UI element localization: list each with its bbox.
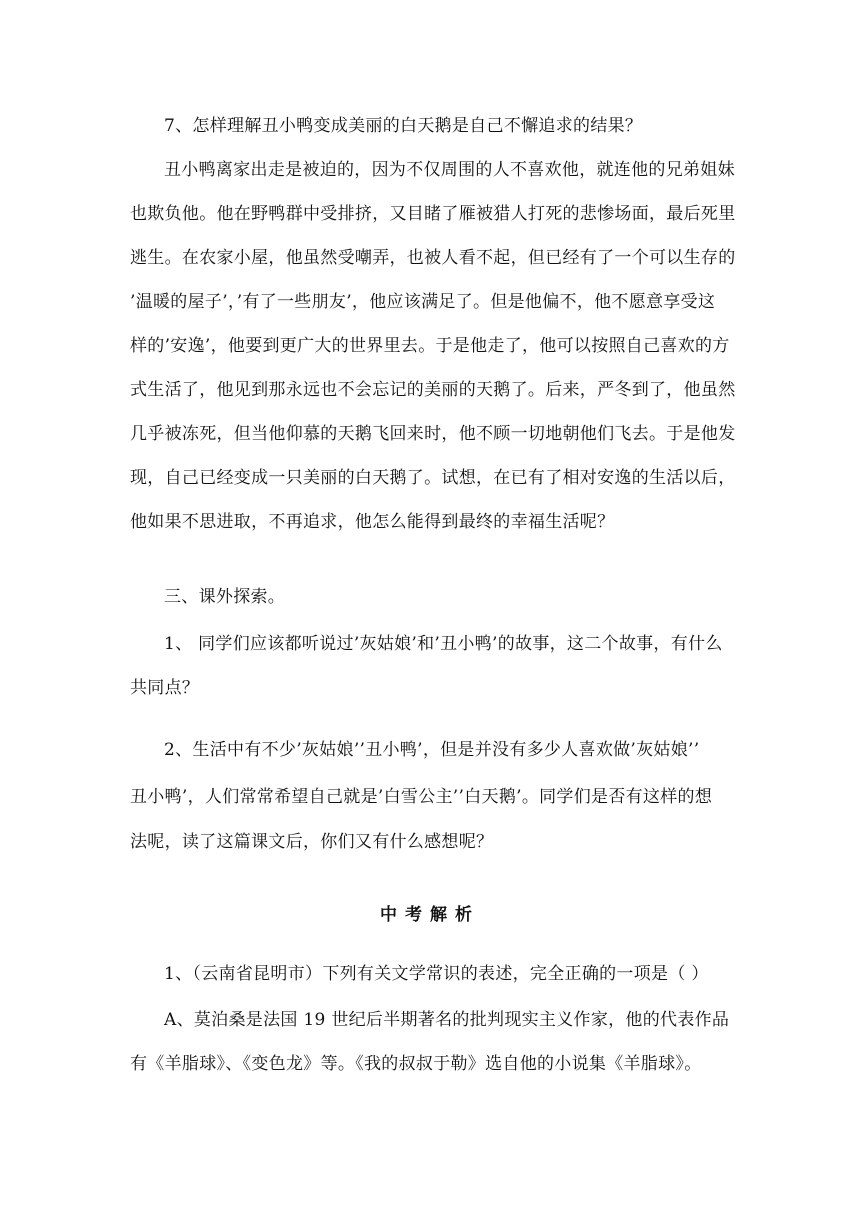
paragraph-line: 他如果不思进取，不再追求，他怎么能得到最终的幸福生活呢？ <box>130 512 615 532</box>
section-3-item-1-line: 1、 同学们应该都听说过’灰姑娘’和’丑小鸭’的故事，这二个故事，有什么 <box>164 634 723 654</box>
paragraph-line: 式生活了，他见到那永远也不会忘记的美丽的天鹅了。后来，严冬到了，他虽然 <box>130 380 736 400</box>
paragraph-line: 逃生。在农家小屋，他虽然受嘲弄，也被人看不起，但已经有了一个可以生存的 <box>130 248 736 268</box>
paragraph-line: 丑小鸭离家出走是被迫的，因为不仅周围的人不喜欢他，就连他的兄弟姐妹 <box>164 160 735 180</box>
exam-option-a-line: A、莫泊桑是法国 19 世纪后半期著名的批判现实主义作家，他的代表作品 <box>164 1010 730 1030</box>
section-3-item-2-line: 2、生活中有不少’灰姑娘’’丑小鸭’，但是并没有多少人喜欢做’灰姑娘’’ <box>164 740 700 760</box>
paragraph-line: 也欺负他。他在野鸭群中受排挤，又目睹了雁被猎人打死的悲惨场面，最后死里 <box>130 204 736 224</box>
question-7-title: 7、怎样理解丑小鸭变成美丽的白天鹅是自己不懈追求的结果？ <box>164 116 643 136</box>
exam-option-a-line: 有《羊脂球》、《变色龙》等。《我的叔叔于勒》选自他的小说集《羊脂球》。 <box>130 1054 702 1074</box>
paragraph-line: 几乎被冻死，但当他仰慕的天鹅飞回来时，他不顾一切地朝他们飞去。于是他发 <box>130 424 736 444</box>
section-3-item-1-line: 共同点？ <box>130 678 200 698</box>
exam-analysis-heading: 中考解析 <box>380 905 480 925</box>
section-3-title: 三、课外探索。 <box>164 587 286 607</box>
section-3-item-2-line: 法呢，读了这篇课文后，你们又有什么感想呢？ <box>130 832 494 852</box>
paragraph-line: 现，自己已经变成一只美丽的白天鹅了。试想，在已有了相对安逸的生活以后， <box>130 468 736 488</box>
paragraph-line: ’温暖的屋子’，’有了一些朋友’，他应该满足了。但是他偏不，他不愿意享受这 <box>130 292 716 312</box>
section-3-item-2-line: 丑小鸭’，人们常常希望自己就是’白雪公主’’白天鹅’。同学们是否有这样的想 <box>130 787 713 807</box>
paragraph-line: 样的’安逸’，他要到更广大的世界里去。于是他走了，他可以按照自己喜欢的方 <box>130 336 730 356</box>
exam-question-1: 1、（云南省昆明市）下列有关文学常识的表述，完全正确的一项是（ ） <box>164 964 709 984</box>
